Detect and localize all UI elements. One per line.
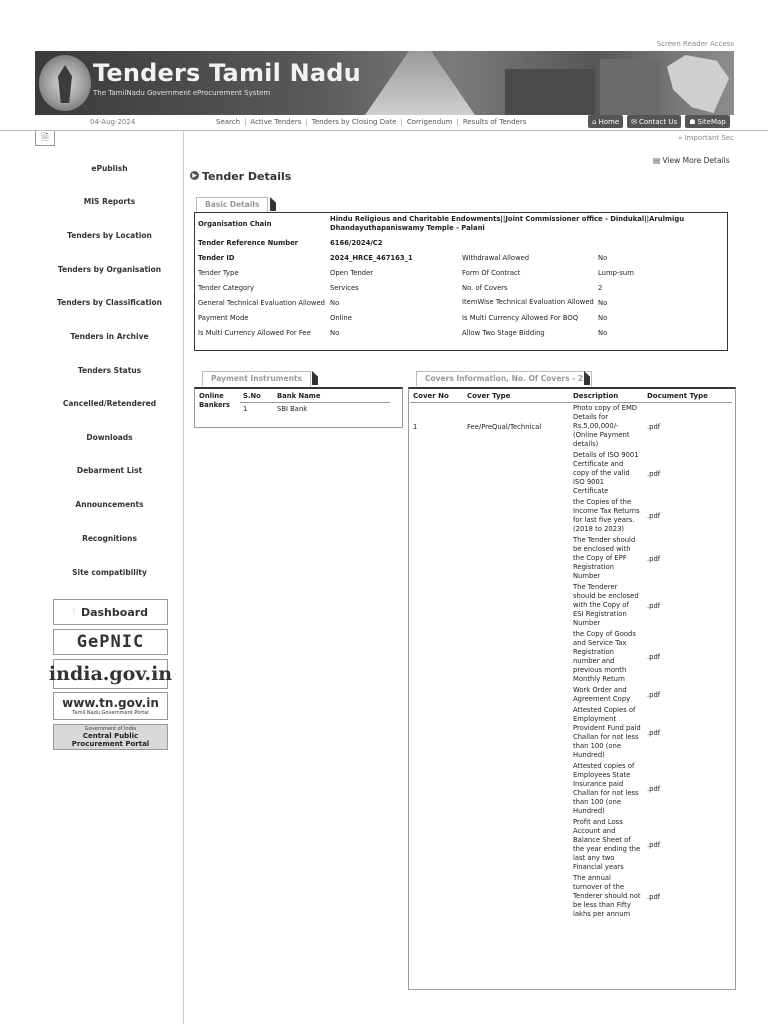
sidebar-item-tenders-by-location[interactable]: Tenders by Location xyxy=(67,231,152,240)
table-header-row xyxy=(410,390,732,403)
doc-description: Details of ISO 9001 Certificate and copy of the valid ISO 9001 Certificate xyxy=(573,451,639,495)
doc-type: .pdf xyxy=(647,653,661,661)
emblem-icon xyxy=(39,55,91,111)
table-row xyxy=(196,310,726,325)
cell-value: Online xyxy=(330,313,352,322)
bank-name: SBI Bank xyxy=(277,405,308,413)
sitemap-button[interactable]: ☗ SiteMap xyxy=(685,115,730,128)
cover-type: Fee/PreQual/Technical xyxy=(467,422,542,431)
doc-description: The Tender should be enclosed with the Copy of EPF Registration Number xyxy=(573,536,636,580)
col-cover-type: Cover Type xyxy=(464,390,570,403)
cppp-logo-link[interactable]: Government of India Central Public Procurement Portal xyxy=(53,724,168,750)
tn-gov-logo-link[interactable]: www.tn.gov.in Tamil Nadu Government Portal xyxy=(53,692,168,720)
nav-results-of-tenders[interactable]: Results of Tenders xyxy=(462,118,527,126)
doc-description: Attested copies of Employees State Insurance paid Challan for not less than 100 (one Hundred) xyxy=(573,762,639,815)
sitemap-icon: ☗ xyxy=(689,117,696,126)
cell-label: No. of Covers xyxy=(462,283,508,292)
tab-covers-information: Covers Information, No. Of Covers - 2 xyxy=(416,371,592,386)
tab-corner-decoration xyxy=(312,371,318,385)
table-row xyxy=(196,213,726,235)
tender-ref-value: 6166/2024/C2 xyxy=(330,238,383,247)
table-row xyxy=(410,497,732,535)
col-bank-name: Bank Name xyxy=(274,390,390,403)
doc-type: .pdf xyxy=(647,691,661,699)
cell-value: No xyxy=(598,298,608,307)
sidebar-item-announcements[interactable]: Announcements xyxy=(75,500,144,509)
table-row xyxy=(196,265,726,280)
doc-type: .pdf xyxy=(647,785,661,793)
cell-label: Allow Two Stage Bidding xyxy=(462,328,545,337)
doc-type: .pdf xyxy=(647,892,661,901)
table-row xyxy=(196,250,726,265)
table-row xyxy=(410,685,732,705)
table-row xyxy=(196,280,726,295)
sidebar-item-recognitions[interactable]: Recognitions xyxy=(82,534,137,543)
tamilnadu-map-icon xyxy=(667,55,729,113)
doc-description: Profit and Loss Account and Balance Sheet of the year ending the last any two Financial years xyxy=(573,818,641,871)
cell-label: Is Multi Currency Allowed For Fee xyxy=(198,328,311,337)
org-chain-label: Organisation Chain xyxy=(198,220,272,228)
sidebar-item-tenders-in-archive[interactable]: Tenders in Archive xyxy=(70,332,149,341)
sidebar-divider xyxy=(183,130,184,1024)
table-row xyxy=(410,817,732,873)
cell-value: 2 xyxy=(598,283,603,292)
col-document-type: Document Type xyxy=(644,390,732,403)
nav-corrigendum[interactable]: Corrigendum xyxy=(406,118,453,126)
nav-tenders-by-closing-date[interactable]: Tenders by Closing Date xyxy=(311,118,397,126)
gepnic-logo-link[interactable]: GePNIC xyxy=(53,629,168,655)
table-row xyxy=(196,235,726,250)
table-row xyxy=(196,325,726,340)
table-row xyxy=(410,761,732,817)
cell-label: Tender Category xyxy=(198,283,254,292)
doc-description: The Tenderer should be enclosed with the Copy of ESI Registration Number xyxy=(573,583,639,627)
tab-corner-decoration xyxy=(270,197,276,211)
covers-table xyxy=(410,390,732,920)
cell-value: 2024_HRCE_467163_1 xyxy=(330,253,413,262)
cell-value: No xyxy=(598,328,608,337)
table-row xyxy=(196,295,726,310)
table-row xyxy=(196,390,390,403)
sidebar-item-mis-reports[interactable]: MIS Reports xyxy=(83,197,136,206)
header-divider xyxy=(0,130,768,131)
sidebar-item-cancelled-retendered[interactable]: Cancelled/Retendered xyxy=(62,399,157,408)
online-bankers-label: Online Bankers xyxy=(199,392,230,409)
cover-no: 1 xyxy=(413,422,418,431)
dashboard-logo-link[interactable]: ⫶ Dashboard xyxy=(53,599,168,625)
banner-bridge-image xyxy=(600,59,660,115)
nav-search[interactable]: Search xyxy=(216,118,241,126)
col-description: Description xyxy=(570,390,644,403)
doc-description: Photo copy of EMD Details for Rs.5,00,000/- (Online Payment details) xyxy=(573,404,638,448)
table-row xyxy=(410,705,732,761)
cell-label: Withdrawal Allowed xyxy=(462,253,530,262)
cell-label: Is Multi Currency Allowed For BOQ xyxy=(462,313,579,322)
important-marquee[interactable]: « Important Sec xyxy=(677,134,734,142)
mail-icon: ✉ xyxy=(631,117,637,126)
table-row xyxy=(410,873,732,920)
col-sno: S.No xyxy=(240,390,274,403)
page-title: Tender Details xyxy=(202,170,292,183)
document-icon[interactable]: 🗎 xyxy=(35,131,55,146)
current-date: 04-Aug-2024 xyxy=(90,118,136,126)
dashboard-chart-icon: ⫶ xyxy=(72,607,75,616)
cell-value: No xyxy=(598,313,608,322)
cell-value: No xyxy=(330,328,340,337)
cell-label: Form Of Contract xyxy=(462,268,521,277)
doc-description: The annual turnover of the Tenderer should not be less than Fifty lakhs per annum xyxy=(573,874,641,918)
sidebar-item-debarment-list[interactable]: Debarment List xyxy=(76,466,143,475)
view-more-details-link[interactable]: ▤ View More Details xyxy=(653,156,730,165)
banner-building-image xyxy=(505,69,595,115)
doc-description: Work Order and Agreement Copy xyxy=(573,686,631,703)
doc-description: the Copies of the Income Tax Returns for last five years. (2018 to 2023) xyxy=(573,498,640,533)
tab-basic-details: Basic Details xyxy=(196,197,268,212)
doc-type: .pdf xyxy=(647,729,661,737)
cell-value: Open Tender xyxy=(330,268,374,277)
org-chain-value: Hindu Religious and Charitable Endowments||Joint Commissioner office - Dindukal||Arulmigu Dhandayuthapaniswamy Temple - Palani xyxy=(330,215,685,232)
top-navigation: Search | Active Tenders | Tenders by Closing Date | Corrigendum | Results of Tenders xyxy=(216,118,527,126)
sidebar-item-tenders-by-classification[interactable]: Tenders by Classification xyxy=(57,298,162,307)
home-button[interactable]: ⌂ Home xyxy=(588,115,623,128)
col-cover-no: Cover No xyxy=(410,390,464,403)
cell-label: ItemWise Technical Evaluation Allowed xyxy=(462,298,594,306)
brand-title: Tenders Tamil Nadu xyxy=(93,59,361,87)
doc-description: the Copy of Goods and Service Tax Registration number and previous month Monthly Return xyxy=(573,630,636,683)
brand-subtitle: The TamilNadu Government eProcurement System xyxy=(93,89,271,97)
doc-type: .pdf xyxy=(647,601,661,610)
banner-road-image xyxy=(365,51,475,115)
table-row xyxy=(410,535,732,582)
table-row xyxy=(410,403,732,451)
sidebar-item-downloads[interactable]: Downloads xyxy=(86,433,133,442)
tender-ref-label: Tender Reference Number xyxy=(198,238,299,247)
india-gov-logo-link[interactable]: india.gov.in xyxy=(53,659,168,689)
basic-details-table xyxy=(196,213,726,340)
cell-value: Lump-sum xyxy=(598,268,634,277)
doc-type: .pdf xyxy=(647,469,661,478)
sidebar-item-site-compatibility[interactable]: Site compatibility xyxy=(72,568,147,577)
screen-reader-link[interactable]: Screen Reader Access xyxy=(656,40,734,48)
nav-active-tenders[interactable]: Active Tenders xyxy=(250,118,302,126)
sidebar-item-epublish[interactable]: ePublish xyxy=(91,164,128,173)
cell-label: Tender ID xyxy=(198,253,235,262)
cell-value: No xyxy=(598,253,608,262)
table-row xyxy=(410,450,732,497)
doc-type: .pdf xyxy=(647,841,661,849)
cell-label: Tender Type xyxy=(198,268,239,277)
temple-tower-icon xyxy=(58,65,72,103)
cell-label: Payment Mode xyxy=(198,313,249,322)
doc-description: Attested Copies of Employment Provident Fund paid Challan for not less than 100 (one Hundred) xyxy=(573,706,641,759)
cell-label: General Technical Evaluation Allowed xyxy=(198,298,325,307)
payment-table xyxy=(196,390,390,415)
doc-type: .pdf xyxy=(647,422,661,431)
cell-value: Services xyxy=(330,283,359,292)
home-icon: ⌂ xyxy=(592,117,597,126)
bank-sno: 1 xyxy=(243,405,248,413)
doc-type: .pdf xyxy=(647,512,661,520)
site-banner xyxy=(35,51,734,115)
cell-value: No xyxy=(330,298,340,307)
contact-button[interactable]: ✉ Contact Us xyxy=(627,115,681,128)
table-row xyxy=(410,629,732,685)
utility-navigation xyxy=(588,115,730,128)
tab-payment-instruments: Payment Instruments xyxy=(202,371,311,386)
table-row xyxy=(410,582,732,629)
doc-type: .pdf xyxy=(647,554,661,563)
sidebar-item-tenders-status[interactable]: Tenders Status xyxy=(77,366,142,375)
sidebar-item-tenders-by-organisation[interactable]: Tenders by Organisation xyxy=(57,265,162,274)
arrow-circle-icon: ▶ xyxy=(190,171,199,180)
details-icon: ▤ xyxy=(653,156,661,165)
